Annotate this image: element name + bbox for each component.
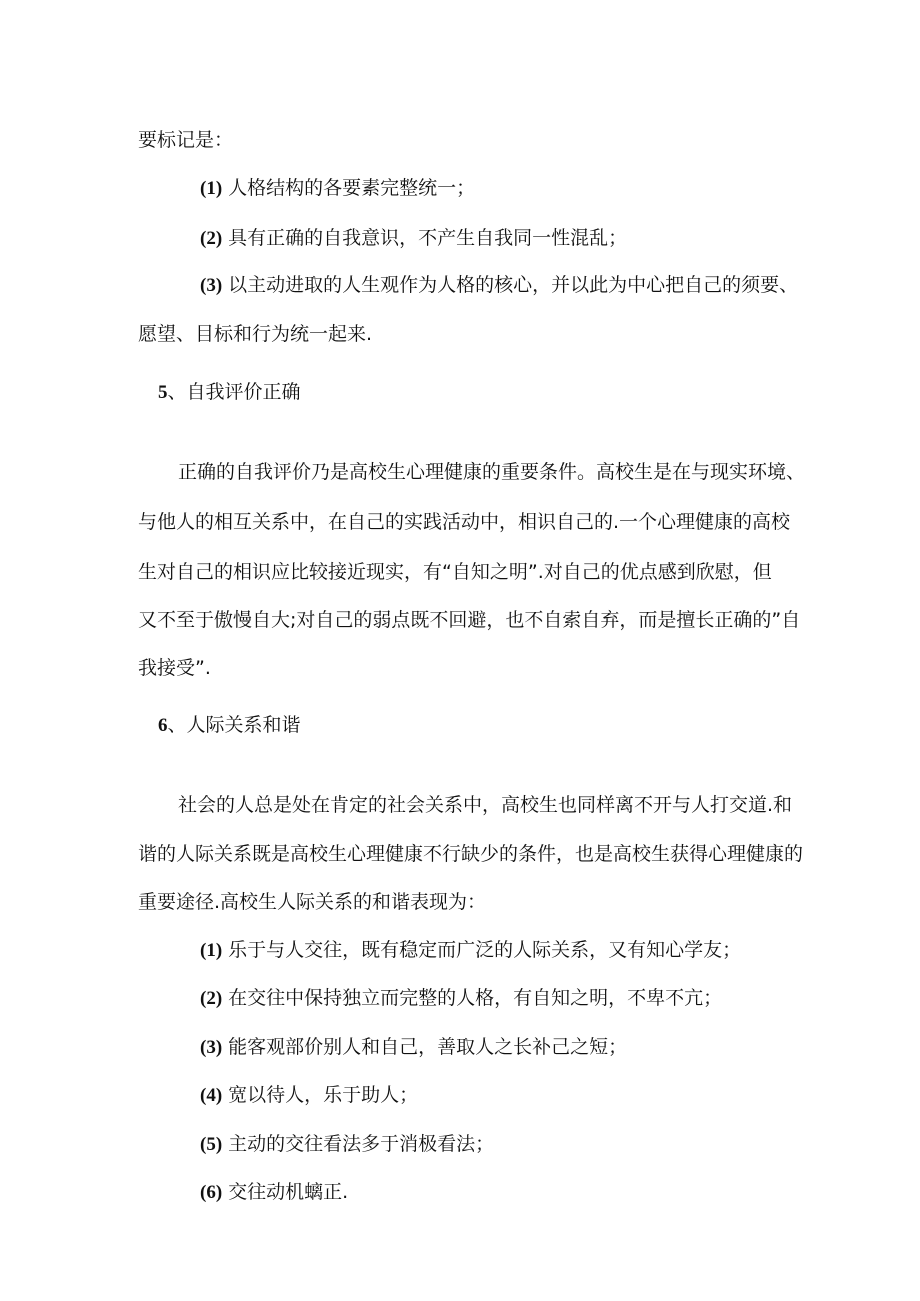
list-item — [200, 273, 798, 298]
list-item-number: (1) — [200, 178, 223, 199]
list-item-number: (5) — [200, 1134, 223, 1155]
paragraph-line: 谐的人际关系既是高校生心理健康不行缺少的条件，也是高校生获得心理健康的 — [138, 843, 804, 865]
paragraph-line: 又不至于傲慢自大;对自己的弱点既不回避，也不自索自弃，而是擅长正确的”自 — [138, 609, 801, 631]
list-item — [200, 1132, 494, 1157]
paragraph-line: 与他人的相互关系中，在自己的实践活动中，相识自己的.一个心理健康的高校 — [138, 511, 791, 533]
list-item-text: 主动的交往看法多于消极看法； — [228, 1133, 495, 1155]
list-item-number: (2) — [200, 228, 223, 249]
paragraph-line: 我接受”. — [138, 657, 211, 679]
section-title: 、自我评价正确 — [167, 381, 301, 403]
list-item-number: (1) — [200, 940, 223, 961]
list-item-text: 具有正确的自我意识，不产生自我同一性混乱； — [228, 227, 628, 249]
list-item-number: (2) — [200, 988, 223, 1009]
list-item-text: 以主动进取的人生观作为人格的核心，并以此为中心把自己的须要、 — [228, 274, 799, 296]
section-heading-6 — [158, 713, 301, 738]
list-item — [200, 1035, 627, 1060]
section-title: 、人际关系和谐 — [167, 714, 301, 736]
list-item — [200, 176, 475, 201]
list-item — [200, 1180, 348, 1205]
paragraph-line: 生对自己的相识应比较接近现实，有“自知之明”.对自己的优点感到欣慰，但 — [138, 561, 772, 583]
list-item-text: 乐于与人交往，既有稳定而广泛的人际关系，又有知心学友； — [228, 939, 742, 961]
list-item — [200, 986, 722, 1011]
list-item-text: 交往动机螭正. — [228, 1181, 349, 1203]
list-item-text: 宽以待人，乐于助人； — [228, 1084, 419, 1106]
list-item-text: 人格结构的各要素完整统一； — [228, 177, 476, 199]
intro-line: 要标记是： — [138, 129, 234, 151]
list-item-number: (4) — [200, 1085, 223, 1106]
section-number: 5 — [158, 382, 168, 403]
list-item-number: (3) — [200, 275, 223, 296]
list-item — [200, 226, 627, 251]
list-item-text: 能客观部价别人和自己，善取人之长补己之短； — [228, 1036, 628, 1058]
list-item-number: (3) — [200, 1037, 223, 1058]
list-item-number: (6) — [200, 1182, 223, 1203]
list-item — [200, 938, 741, 963]
paragraph-line: 重要途径.高校生人际关系的和谐表现为： — [138, 891, 487, 913]
paragraph-line: 正确的自我评价乃是高校生心理健康的重要条件。高校生是在与现实环境、 — [178, 461, 806, 483]
section-heading-5 — [158, 380, 301, 405]
list-item — [200, 1083, 418, 1108]
section-number: 6 — [158, 715, 168, 736]
list-item-continuation: 愿望、目标和行为统一起来. — [138, 323, 373, 345]
list-item-text: 在交往中保持独立而完整的人格，有自知之明，不卑不亢； — [228, 987, 723, 1009]
paragraph-line: 社会的人总是处在肯定的社会关系中，高校生也同样离不开与人打交道.和 — [178, 794, 793, 816]
